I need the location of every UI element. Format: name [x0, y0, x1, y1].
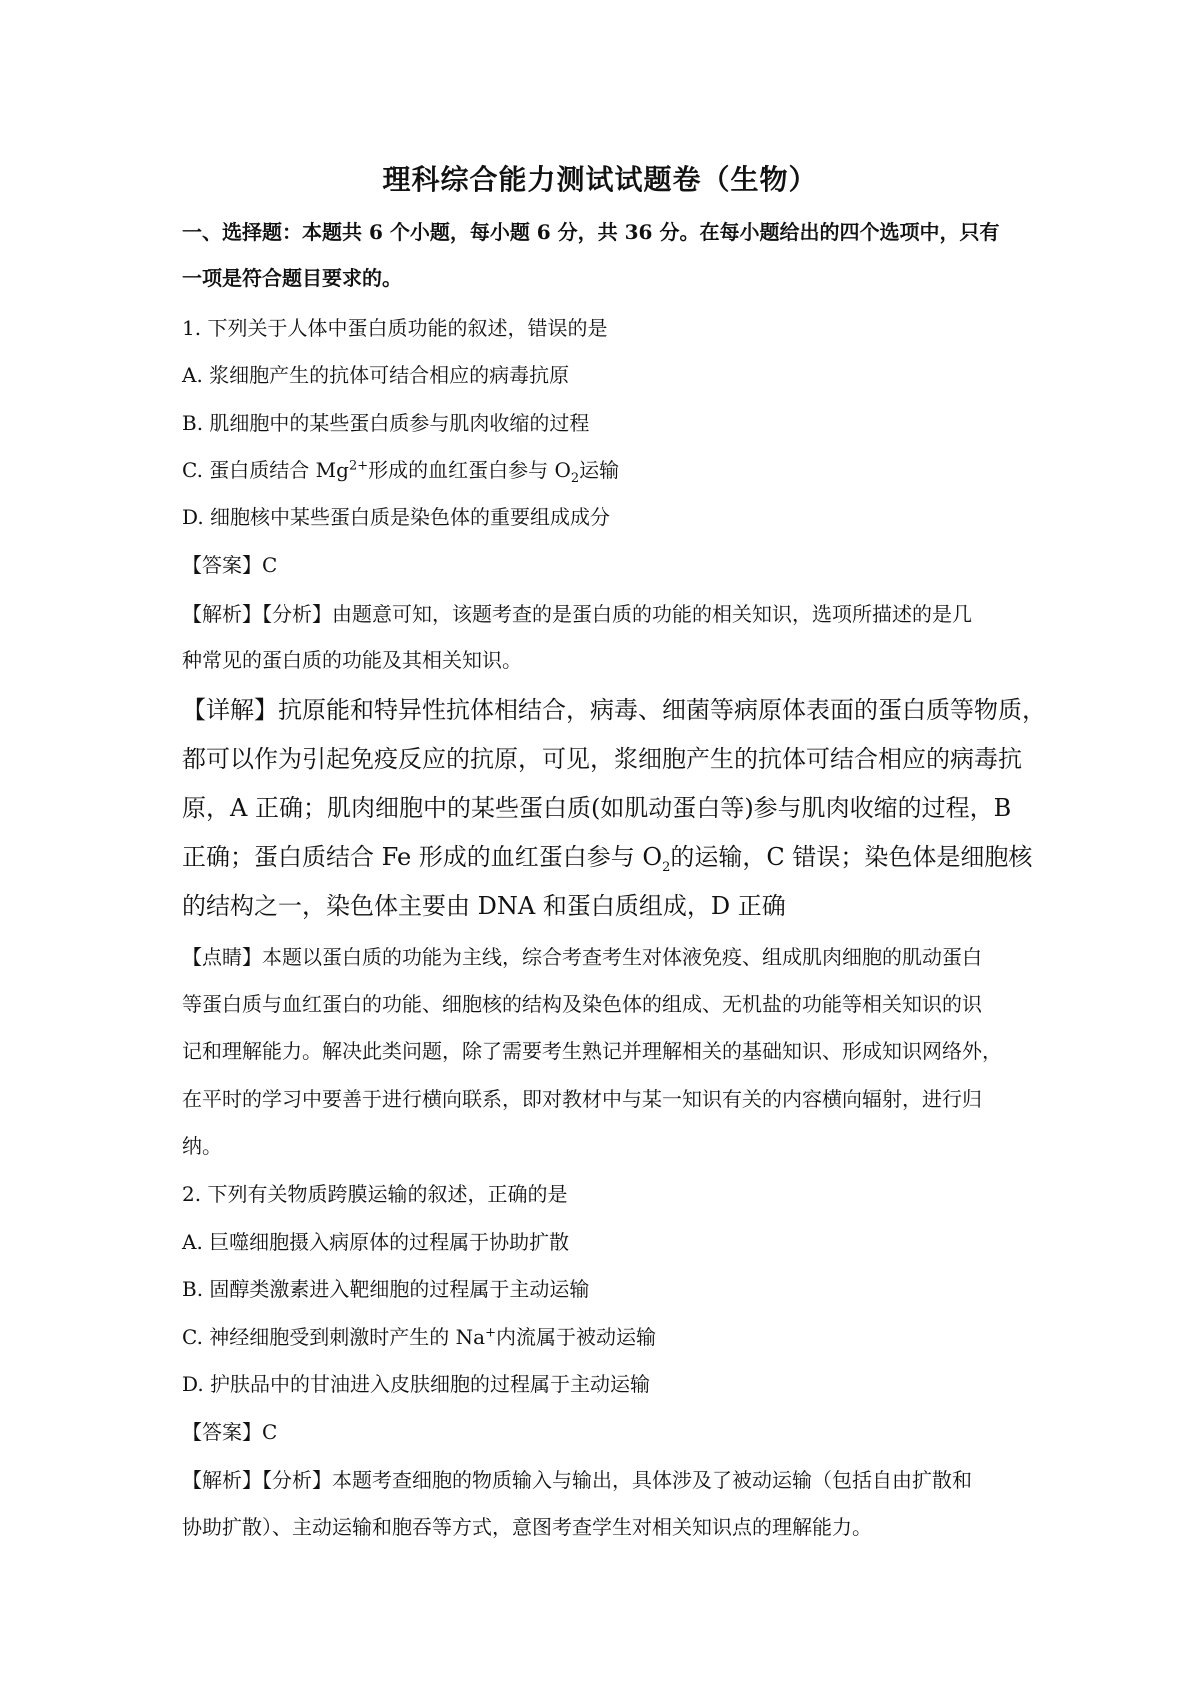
q1-option-c [182, 456, 1022, 484]
q1-detail-line-4-text-1: 正确；蛋白质结合 Fe 形成的血红蛋白参与 O [182, 843, 663, 871]
q1-stem: 1. 下列关于人体中蛋白质功能的叙述，错误的是 [182, 316, 608, 340]
q2-option-c-text-1: C. 神经细胞受到刺激时产生的 Na [182, 1325, 486, 1349]
q1-option-b: B. 肌细胞中的某些蛋白质参与肌肉收缩的过程 [182, 411, 590, 435]
q1-comment-line-4: 在平时的学习中要善于进行横向联系，即对教材中与某一知识有关的内容横向辐射，进行归 [182, 1087, 982, 1111]
q1-comment-line-2: 等蛋白质与血红蛋白的功能、细胞核的结构及染色体的组成、无机盐的功能等相关知识的识 [182, 992, 982, 1016]
q1-answer: 【答案】C [182, 553, 278, 577]
q1-comment-line-5: 纳。 [182, 1134, 222, 1158]
q1-analysis-line-1: 【解析】【分析】由题意可知，该题考查的是蛋白质的功能的相关知识，选项所描述的是几 [182, 602, 972, 626]
q1-detail-line-1: 【详解】抗原能和特异性抗体相结合，病毒、细菌等病原体表面的蛋白质等物质， [182, 696, 1046, 724]
q2-option-c-superscript: + [485, 1325, 496, 1341]
q1-detail-line-4-subscript: 2 [662, 859, 671, 875]
q2-analysis-line-1: 【解析】【分析】本题考查细胞的物质输入与输出，具体涉及了被动运输（包括自由扩散和 [182, 1468, 972, 1492]
q2-option-c-text-2: 内流属于被动运输 [496, 1325, 656, 1349]
q1-detail-line-3: 原，A 正确；肌肉细胞中的某些蛋白质(如肌动蛋白等)参与肌肉收缩的过程，B [182, 794, 1012, 822]
q1-detail-line-2: 都可以作为引起免疫反应的抗原，可见，浆细胞产生的抗体可结合相应的病毒抗 [182, 745, 1022, 773]
section-heading-line-1: 一、选择题：本题共 6 个小题，每小题 6 分，共 36 分。在每小题给出的四个选项中，只有 [182, 220, 1000, 244]
q2-analysis-line-2: 协助扩散）、主动运输和胞吞等方式，意图考查学生对相关知识点的理解能力。 [182, 1515, 872, 1539]
q2-option-a: A. 巨噬细胞摄入病原体的过程属于协助扩散 [182, 1230, 570, 1254]
q2-option-b: B. 固醇类激素进入靶细胞的过程属于主动运输 [182, 1277, 590, 1301]
q2-stem: 2. 下列有关物质跨膜运输的叙述，正确的是 [182, 1182, 568, 1206]
q1-comment-line-3: 记和理解能力。解决此类问题，除了需要考生熟记并理解相关的基础知识、形成知识网络外， [182, 1039, 1002, 1063]
q2-answer: 【答案】C [182, 1420, 278, 1444]
q1-option-d: D. 细胞核中某些蛋白质是染色体的重要组成成分 [182, 505, 611, 529]
q1-option-c-text-2: 形成的血红蛋白参与 O [368, 458, 571, 482]
q1-detail-line-4-text-2: 的运输，C 错误；染色体是细胞核 [670, 843, 1033, 871]
q2-option-c [182, 1323, 1022, 1351]
q1-option-c-superscript: 2+ [348, 458, 369, 474]
q1-comment-line-1: 【点睛】本题以蛋白质的功能为主线，综合考查考生对体液免疫、组成肌肉细胞的肌动蛋白 [182, 945, 982, 969]
q1-option-c-subscript: 2 [570, 471, 580, 486]
q1-option-c-text-3: 运输 [579, 458, 620, 482]
q1-analysis-line-2: 种常见的蛋白质的功能及其相关知识。 [182, 648, 522, 672]
section-heading-line-2: 一项是符合题目要求的。 [182, 266, 402, 290]
page-title: 理科综合能力测试试题卷（生物） [382, 163, 818, 196]
q1-option-a: A. 浆细胞产生的抗体可结合相应的病毒抗原 [182, 363, 570, 387]
q1-option-c-text-1: C. 蛋白质结合 Mg [182, 458, 349, 482]
q1-detail-line-4 [182, 841, 1033, 875]
q2-option-d: D. 护肤品中的甘油进入皮肤细胞的过程属于主动运输 [182, 1372, 651, 1396]
q1-detail-line-5: 的结构之一，染色体主要由 DNA 和蛋白质组成，D 正确 [182, 892, 786, 920]
